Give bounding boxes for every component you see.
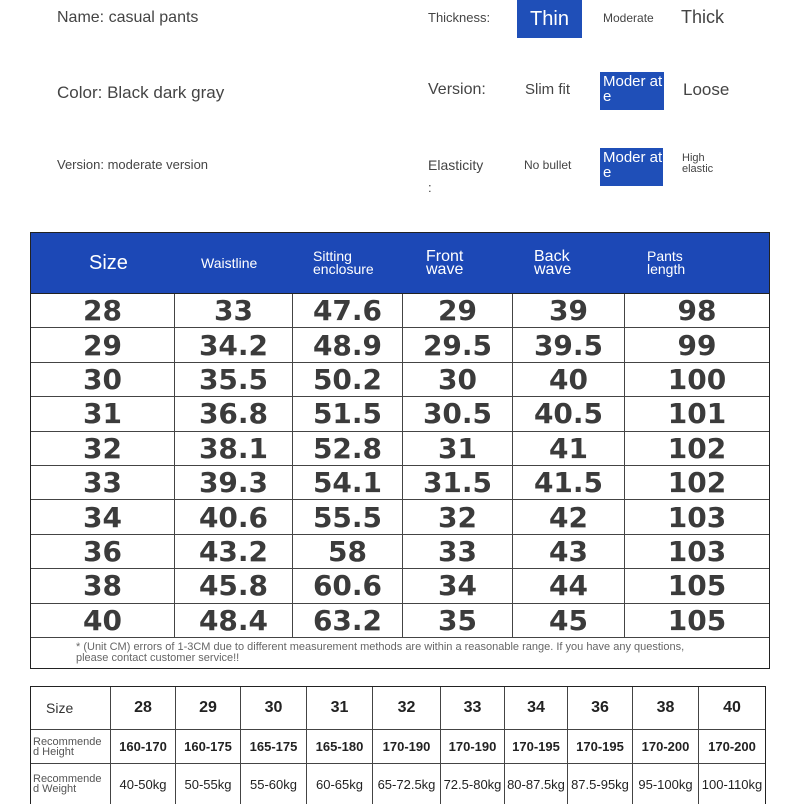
rec-size-cell: 40	[723, 699, 741, 716]
table-row	[31, 363, 769, 397]
cell-front-wave: 35	[403, 604, 513, 637]
size-table	[30, 232, 770, 669]
table-row	[31, 294, 769, 328]
rec-height-cell: 170-195	[568, 730, 633, 763]
cell-pants-length: 100	[667, 362, 727, 396]
rec-size-cell: 36	[568, 687, 633, 729]
fit-option-loose[interactable]: Loose	[683, 80, 730, 99]
cell-pants-length: 103	[667, 534, 727, 568]
cell-size: 36	[31, 535, 175, 568]
product-name: Name: casual pants	[57, 9, 199, 26]
header-waistline: Waistline	[201, 254, 258, 271]
rec-height-cell: 170-190	[373, 730, 441, 763]
cell-front-wave: 32	[403, 500, 513, 533]
cell-sitting-enclosure: 50.2	[293, 363, 403, 396]
rec-size-cell: 38	[633, 687, 699, 729]
cell-front-wave: 33	[403, 535, 513, 568]
cell-back-wave: 40	[513, 363, 625, 396]
measurement-note	[31, 638, 769, 668]
header-sitting-enclosure: Sitting enclosure	[313, 248, 374, 277]
rec-weight-cell: 100-110kg	[701, 776, 763, 792]
cell-back-wave: 41	[513, 432, 625, 465]
measurement-note-line-2: please contact customer service!!	[76, 651, 240, 664]
cell-back-wave: 45	[513, 604, 625, 637]
cell-front-wave: 34	[403, 569, 513, 602]
cell-size: 40	[31, 604, 175, 637]
table-row	[31, 604, 769, 638]
rec-height-cell: 170-200	[708, 739, 756, 754]
rec-size-row	[31, 687, 765, 730]
table-row	[31, 569, 769, 603]
rec-size-cell: 29	[176, 687, 241, 729]
cell-front-wave: 29.5	[403, 328, 513, 361]
rec-weight-cell: 65-72.5kg	[373, 764, 441, 804]
cell-sitting-enclosure: 60.6	[293, 569, 403, 602]
rec-size-cell: 33	[441, 687, 505, 729]
cell-pants-length: 105	[667, 603, 727, 637]
cell-sitting-enclosure: 47.6	[293, 294, 403, 327]
cell-waistline: 40.6	[175, 500, 293, 533]
fit-label: Version:	[428, 81, 486, 98]
cell-waistline: 38.1	[175, 432, 293, 465]
cell-pants-length: 102	[667, 431, 727, 465]
recommendation-table	[30, 686, 766, 804]
cell-back-wave: 43	[513, 535, 625, 568]
header-front-wave: Front wave	[426, 248, 464, 278]
rec-height-cell: 160-175	[176, 730, 241, 763]
cell-size: 32	[31, 432, 175, 465]
rec-weight-cell: 40-50kg	[111, 764, 176, 804]
header-pants-length: Pants length	[647, 248, 686, 277]
table-row	[31, 432, 769, 466]
rec-height-row	[31, 730, 765, 764]
cell-front-wave: 29	[403, 294, 513, 327]
table-row	[31, 466, 769, 500]
cell-back-wave: 39	[513, 294, 625, 327]
cell-waistline: 35.5	[175, 363, 293, 396]
cell-back-wave: 40.5	[513, 397, 625, 430]
rec-weight-cell: 50-55kg	[176, 764, 241, 804]
rec-height-label: Recommende d Height	[31, 730, 111, 763]
thickness-option-thin-label: Thin	[530, 8, 569, 30]
cell-waistline: 36.8	[175, 397, 293, 430]
fit-option-moderate-label: Moder ate	[603, 73, 663, 105]
cell-waistline: 43.2	[175, 535, 293, 568]
table-row	[31, 328, 769, 362]
elasticity-option-no-bullet[interactable]: No bullet	[524, 158, 572, 172]
cell-pants-length: 98	[677, 294, 717, 328]
cell-back-wave: 42	[513, 500, 625, 533]
cell-pants-length: 101	[667, 397, 727, 431]
rec-size-cell: 31	[307, 687, 373, 729]
rec-size-label: Size	[31, 687, 111, 729]
rec-weight-cell: 60-65kg	[307, 764, 373, 804]
cell-front-wave: 31	[403, 432, 513, 465]
cell-size: 33	[31, 466, 175, 499]
header-back-wave: Back wave	[534, 248, 572, 278]
cell-pants-length: 105	[667, 569, 727, 603]
rec-weight-label: Recommende d Weight	[31, 764, 111, 804]
cell-size: 38	[31, 569, 175, 602]
rec-size-cell: 32	[373, 687, 441, 729]
cell-waistline: 48.4	[175, 604, 293, 637]
cell-waistline: 34.2	[175, 328, 293, 361]
table-row	[31, 397, 769, 431]
rec-weight-row	[31, 764, 765, 804]
cell-back-wave: 41.5	[513, 466, 625, 499]
cell-waistline: 39.3	[175, 466, 293, 499]
rec-height-cell: 170-195	[505, 730, 568, 763]
thickness-label: Thickness:	[428, 10, 491, 25]
table-row	[31, 535, 769, 569]
rec-height-cell: 165-180	[307, 730, 373, 763]
cell-sitting-enclosure: 63.2	[293, 604, 403, 637]
cell-front-wave: 31.5	[403, 466, 513, 499]
rec-weight-cell: 80-87.5kg	[505, 764, 568, 804]
rec-height-cell: 170-200	[633, 730, 699, 763]
cell-size: 30	[31, 363, 175, 396]
cell-sitting-enclosure: 54.1	[293, 466, 403, 499]
product-version: Version: moderate version	[57, 157, 209, 172]
cell-waistline: 45.8	[175, 569, 293, 602]
rec-weight-cell: 87.5-95kg	[568, 764, 633, 804]
rec-height-cell: 170-190	[441, 730, 505, 763]
table-row	[31, 500, 769, 534]
elasticity-option-high-elastic[interactable]: High elastic	[682, 152, 714, 175]
rec-height-cell: 160-170	[111, 730, 176, 763]
cell-sitting-enclosure: 51.5	[293, 397, 403, 430]
cell-back-wave: 39.5	[513, 328, 625, 361]
thickness-option-thin[interactable]	[517, 0, 582, 38]
fit-option-slim[interactable]: Slim fit	[525, 81, 570, 98]
elasticity-label-colon: :	[428, 180, 432, 195]
cell-size: 31	[31, 397, 175, 430]
rec-size-cell: 28	[111, 687, 176, 729]
cell-sitting-enclosure: 55.5	[293, 500, 403, 533]
thickness-option-thick[interactable]: Thick	[681, 7, 725, 27]
measurement-note-line-1: * (Unit CM) errors of 1-3CM due to different measurement methods are within a reasonable range. If you have any questions,	[76, 640, 685, 653]
cell-sitting-enclosure: 52.8	[293, 432, 403, 465]
cell-back-wave: 44	[513, 569, 625, 602]
cell-pants-length: 103	[667, 500, 727, 534]
rec-size-cell: 34	[505, 687, 568, 729]
elasticity-option-moderate[interactable]	[600, 148, 663, 186]
fit-option-moderate[interactable]	[600, 72, 664, 110]
rec-height-cell: 165-175	[241, 730, 307, 763]
cell-sitting-enclosure: 48.9	[293, 328, 403, 361]
product-color: Color: Black dark gray	[57, 83, 225, 102]
elasticity-option-moderate-label: Moder ate	[603, 149, 663, 181]
rec-weight-cell: 95-100kg	[633, 764, 699, 804]
rec-weight-cell: 55-60kg	[241, 764, 307, 804]
cell-size: 29	[31, 328, 175, 361]
cell-pants-length: 102	[667, 466, 727, 500]
thickness-option-moderate[interactable]: Moderate	[603, 11, 654, 25]
elasticity-label: Elasticity	[428, 157, 484, 173]
cell-waistline: 33	[175, 294, 293, 327]
header-size: Size	[89, 251, 128, 274]
rec-weight-cell: 72.5-80kg	[441, 764, 505, 804]
rec-size-cell: 30	[241, 687, 307, 729]
cell-size: 34	[31, 500, 175, 533]
size-table-header	[31, 233, 769, 294]
cell-front-wave: 30.5	[403, 397, 513, 430]
cell-size: 28	[31, 294, 175, 327]
size-table-body	[31, 294, 769, 638]
cell-front-wave: 30	[403, 363, 513, 396]
cell-pants-length: 99	[677, 328, 717, 362]
cell-sitting-enclosure: 58	[293, 535, 403, 568]
